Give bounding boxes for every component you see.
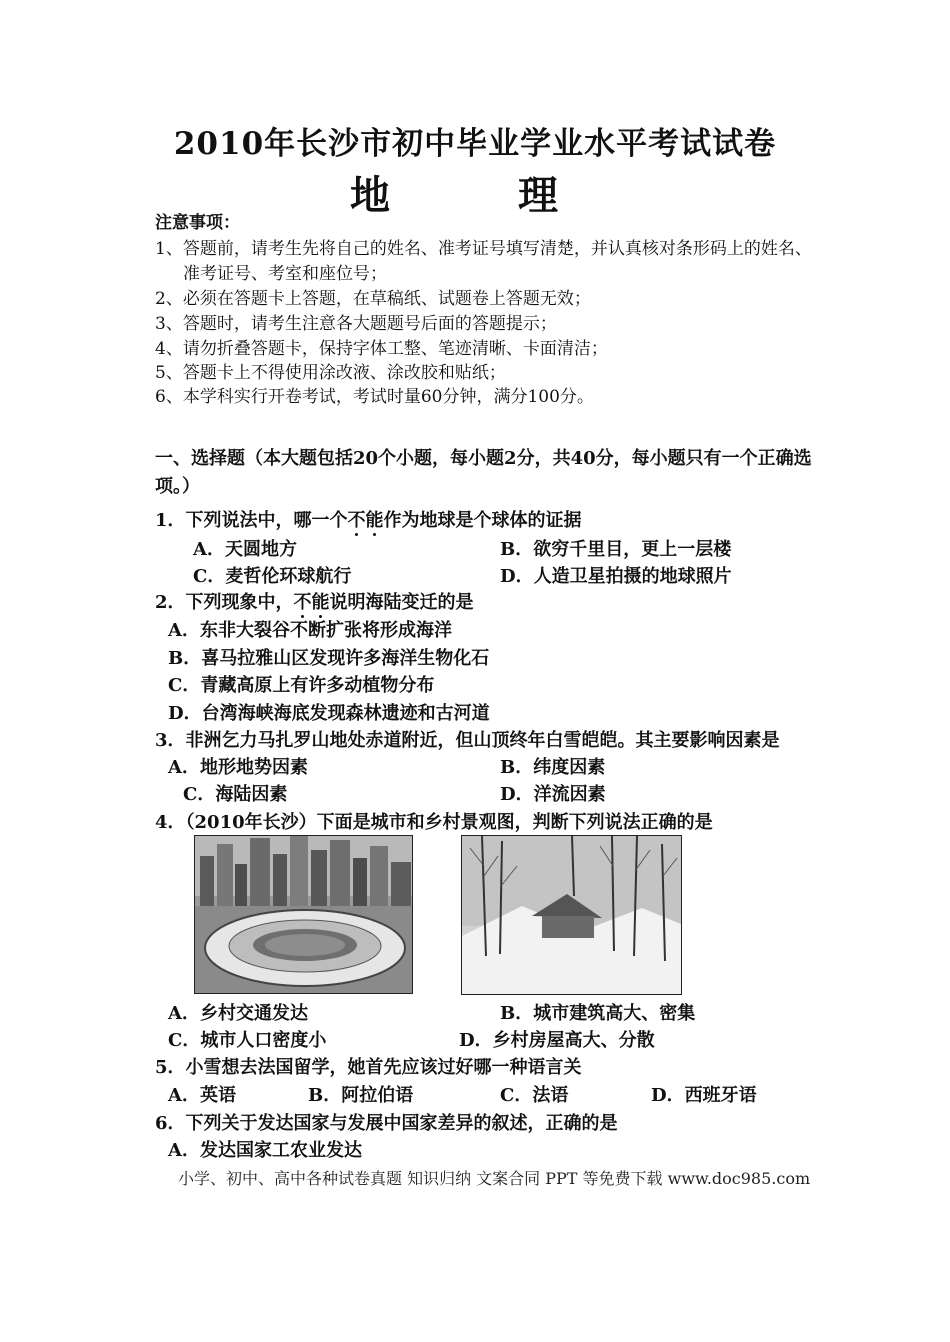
q5-option-a: A．英语: [168, 1085, 236, 1106]
q4-option-a: A．乡村交通发达: [168, 1003, 308, 1024]
q5-option-b: B．阿拉伯语: [308, 1085, 414, 1106]
rural-landscape-photo: [461, 835, 682, 995]
notice-item-4: 4、请勿折叠答题卡，保持字体工整、笔迹清晰、卡面清洁；: [155, 339, 608, 359]
q1-option-a: A．天圆地方: [193, 539, 297, 560]
exam-title: 2010年长沙市初中毕业学业水平考试试卷: [173, 126, 777, 162]
q6-option-a: A．发达国家工农业发达: [168, 1140, 362, 1161]
page-footer: 小学、初中、高中各种试卷真题 知识归纳 文案合同 PPT 等免费下载 www.doc985.com: [178, 1169, 811, 1188]
city-stadium-illustration: [195, 836, 412, 993]
q1-stem-pre: 1．下列说法中，哪一个: [155, 510, 348, 531]
notice-item-3: 3、答题时，请考生注意各大题题号后面的答题提示；: [155, 314, 557, 334]
question-6-stem: 6．下列关于发达国家与发展中国家差异的叙述，正确的是: [155, 1113, 618, 1134]
q3-option-c: C．海陆因素: [183, 784, 288, 805]
notice-item-6: 6、本学科实行开卷考试，考试时量60分钟，满分100分。: [155, 387, 594, 407]
q5-option-c: C．法语: [500, 1085, 569, 1106]
q1-option-b: B．欲穷千里目，更上一层楼: [500, 539, 732, 560]
notice-item-1: 1、答题前，请考生先将自己的姓名、准考证号填写清楚，并认真核对条形码上的姓名、: [155, 239, 812, 259]
q4-option-c: C．城市人口密度小: [168, 1030, 327, 1051]
emphasis-dot-char: 不: [293, 592, 312, 613]
emphasis-dot-char: 不: [347, 510, 366, 531]
q3-option-b: B．纬度因素: [500, 757, 606, 778]
rural-snow-illustration: [462, 836, 681, 994]
q1-stem-post: 作为地球是个球体的证据: [383, 510, 582, 531]
notice-item-1-cont: 准考证号、考室和座位号；: [183, 264, 387, 284]
q2-option-b: B．喜马拉雅山区发现许多海洋生物化石: [168, 648, 490, 669]
q2-option-c: C．青藏高原上有许多动植物分布: [168, 675, 435, 696]
q1-option-c: C．麦哲伦环球航行: [193, 566, 352, 587]
question-2-stem: [155, 588, 474, 614]
question-3-stem: 3．非洲乞力马扎罗山地处赤道附近，但山顶终年白雪皑皑。其主要影响因素是: [155, 730, 780, 751]
question-5-stem: 5．小雪想去法国留学，她首先应该过好哪一种语言关: [155, 1057, 582, 1078]
section-1-heading-cont: 项。）: [155, 476, 200, 497]
q2-stem-pre: 2．下列现象中，: [155, 592, 294, 613]
question-4-stem: 4．（2010年长沙）下面是城市和乡村景观图，判断下列说法正确的是: [155, 812, 713, 833]
notice-item-2: 2、必须在答题卡上答题，在草稿纸、试题卷上答题无效；: [155, 289, 591, 309]
q3-option-d: D．洋流因素: [500, 784, 606, 805]
q5-option-d: D．西班牙语: [651, 1085, 757, 1106]
emphasis-dot-char: 能: [311, 592, 330, 613]
subject-title: 地 理: [350, 172, 600, 219]
q4-option-b: B．城市建筑高大、密集: [500, 1003, 696, 1024]
question-1-stem: [155, 506, 582, 532]
notice-item-5: 5、答题卡上不得使用涂改液、涂改胶和贴纸；: [155, 363, 506, 383]
emphasis-dot-char: 能: [365, 510, 384, 531]
q2-option-a: A．东非大裂谷不断扩张将形成海洋: [168, 620, 452, 641]
q4-option-d: D．乡村房屋高大、分散: [459, 1030, 655, 1051]
q2-option-d: D．台湾海峡海底发现森林遗迹和古河道: [168, 703, 490, 724]
section-1-heading: 一、选择题（本大题包括20个小题，每小题2分，共40分，每小题只有一个正确选: [155, 448, 812, 469]
q1-option-d: D．人造卫星拍摄的地球照片: [500, 566, 732, 587]
q2-stem-post: 说明海陆变迁的是: [329, 592, 474, 613]
q3-option-a: A．地形地势因素: [168, 757, 308, 778]
city-landscape-photo: [194, 835, 413, 994]
notice-heading: 注意事项：: [155, 213, 240, 233]
